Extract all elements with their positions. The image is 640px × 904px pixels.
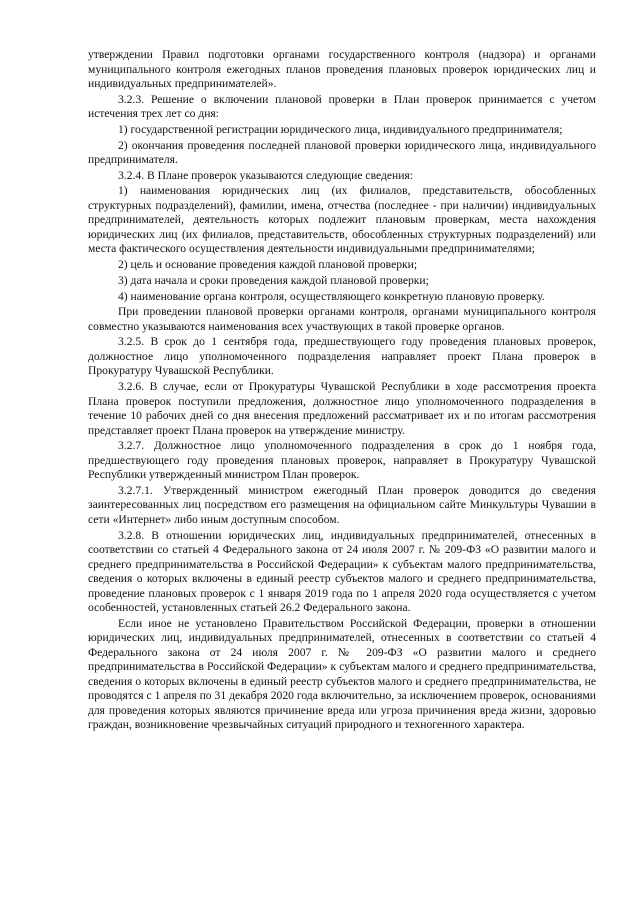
list-item-dates: 3) дата начала и сроки проведения каждой плановой проверки; bbox=[118, 273, 429, 287]
paragraph-3-2-6: 3.2.6. В случае, если от Прокуратуры Чувашской Республики в ходе рассмотрения проекта Плана проверок поступили предложения, должностное лицо уполномоченного подразделения в течение 10 рабочих дней со дня внесения предложений рассматривает их и по итогам рассмотрения представляет проект Плана проверок на утверждение министру. bbox=[88, 380, 596, 437]
paragraph-joint-inspection: При проведении плановой проверки органами контроля, органами муниципального контроля совместно указываются наименования всех участвующих в такой проверке органов. bbox=[88, 305, 596, 333]
paragraph-3-2-7: 3.2.7. Должностное лицо уполномоченного подразделения в срок до 1 ноября года, предшествующего году проведения плановых проверок, направляет в Прокуратуру Чувашской Республики утвержденный министром План проверок. bbox=[88, 439, 596, 482]
paragraph-3-2-4: 3.2.4. В Плане проверок указываются следующие сведения: bbox=[118, 168, 413, 182]
paragraph-3-2-8: 3.2.8. В отношении юридических лиц, индивидуальных предпринимателей, отнесенных в соответствии со статьей 4 Федерального закона от 24 июля 2007 г. № 209-ФЗ «О развитии малого и среднего предпринимательства в Российской Федерации» к субъектам малого предпринимательства, сведения о которых включены в единый реестр субъектов малого и среднего предпринимательства, проведение плановых проверок с 1 января 2019 года по 1 апреля 2020 года осуществляется с учетом особенностей, установленных статьей 26.2 Федерального закона. bbox=[88, 528, 596, 615]
paragraph-3-2-5: 3.2.5. В срок до 1 сентября года, предшествующего году проведения плановых проверок, должностное лицо уполномоченного подразделения направляет проект Плана проверок в Прокуратуру Чувашской Республики. bbox=[88, 335, 596, 378]
list-item-registration: 1) государственной регистрации юридического лица, индивидуального предпринимателя; bbox=[118, 122, 563, 136]
paragraph-3-2-7-1: 3.2.7.1. Утвержденный министром ежегодный План проверок доводится до сведения заинтересованных лиц посредством его размещения на официальном сайте Минкультуры Чувашии в сети «Интернет» либо иным доступным способом. bbox=[88, 483, 596, 526]
document-page bbox=[88, 48, 596, 734]
list-item-last-inspection: 2) окончания проведения последней плановой проверки юридического лица, индивидуального предпринимателя. bbox=[88, 138, 596, 167]
list-item-names: 1) наименования юридических лиц (их филиалов, представительств, обособленных структурных подразделений), фамилии, имена, отчества (последнее - при наличии) индивидуальных предпринимателей, деятельность которых подлежит плановым проверкам, места нахождения юридических лиц (их филиалов, представительств, обособленных структурных подразделений) или места фактического осуществления деятельности индивидуальными предпринимателями; bbox=[88, 184, 596, 256]
paragraph-exception: Если иное не установлено Правительством Российской Федерации, проверки в отношении юридических лиц, индивидуальных предпринимателей, отнесенных в соответствии со статьей 4 Федерального закона от 24 июля 2007 г. № 209-ФЗ «О развитии малого и среднего предпринимательства в Российской Федерации» к субъектам малого и среднего предпринимательства, сведения о которых включены в единый реестр субъектов малого и среднего предпринимательства, не проводятся с 1 апреля по 31 декабря 2020 года включительно, за исключением проверок, основаниями для проведения которых являются причинение вреда или угроза причинения вреда жизни, здоровью граждан, возникновение чрезвычайных ситуаций природного и техногенного характера. bbox=[88, 616, 596, 732]
list-item-purpose: 2) цель и основание проведения каждой плановой проверки; bbox=[118, 258, 418, 272]
list-item-authority: 4) наименование органа контроля, осуществляющего конкретную плановую проверку. bbox=[118, 289, 545, 303]
paragraph-continuation: утверждении Правил подготовки органами государственного контроля (надзора) и органами муниципального контроля ежегодных планов проведения плановых проверок юридических лиц и индивидуальных предпринимателей». bbox=[88, 48, 596, 90]
paragraph-3-2-3: 3.2.3. Решение о включении плановой проверки в План проверок принимается с учетом истечения трех лет со дня: bbox=[88, 92, 596, 121]
